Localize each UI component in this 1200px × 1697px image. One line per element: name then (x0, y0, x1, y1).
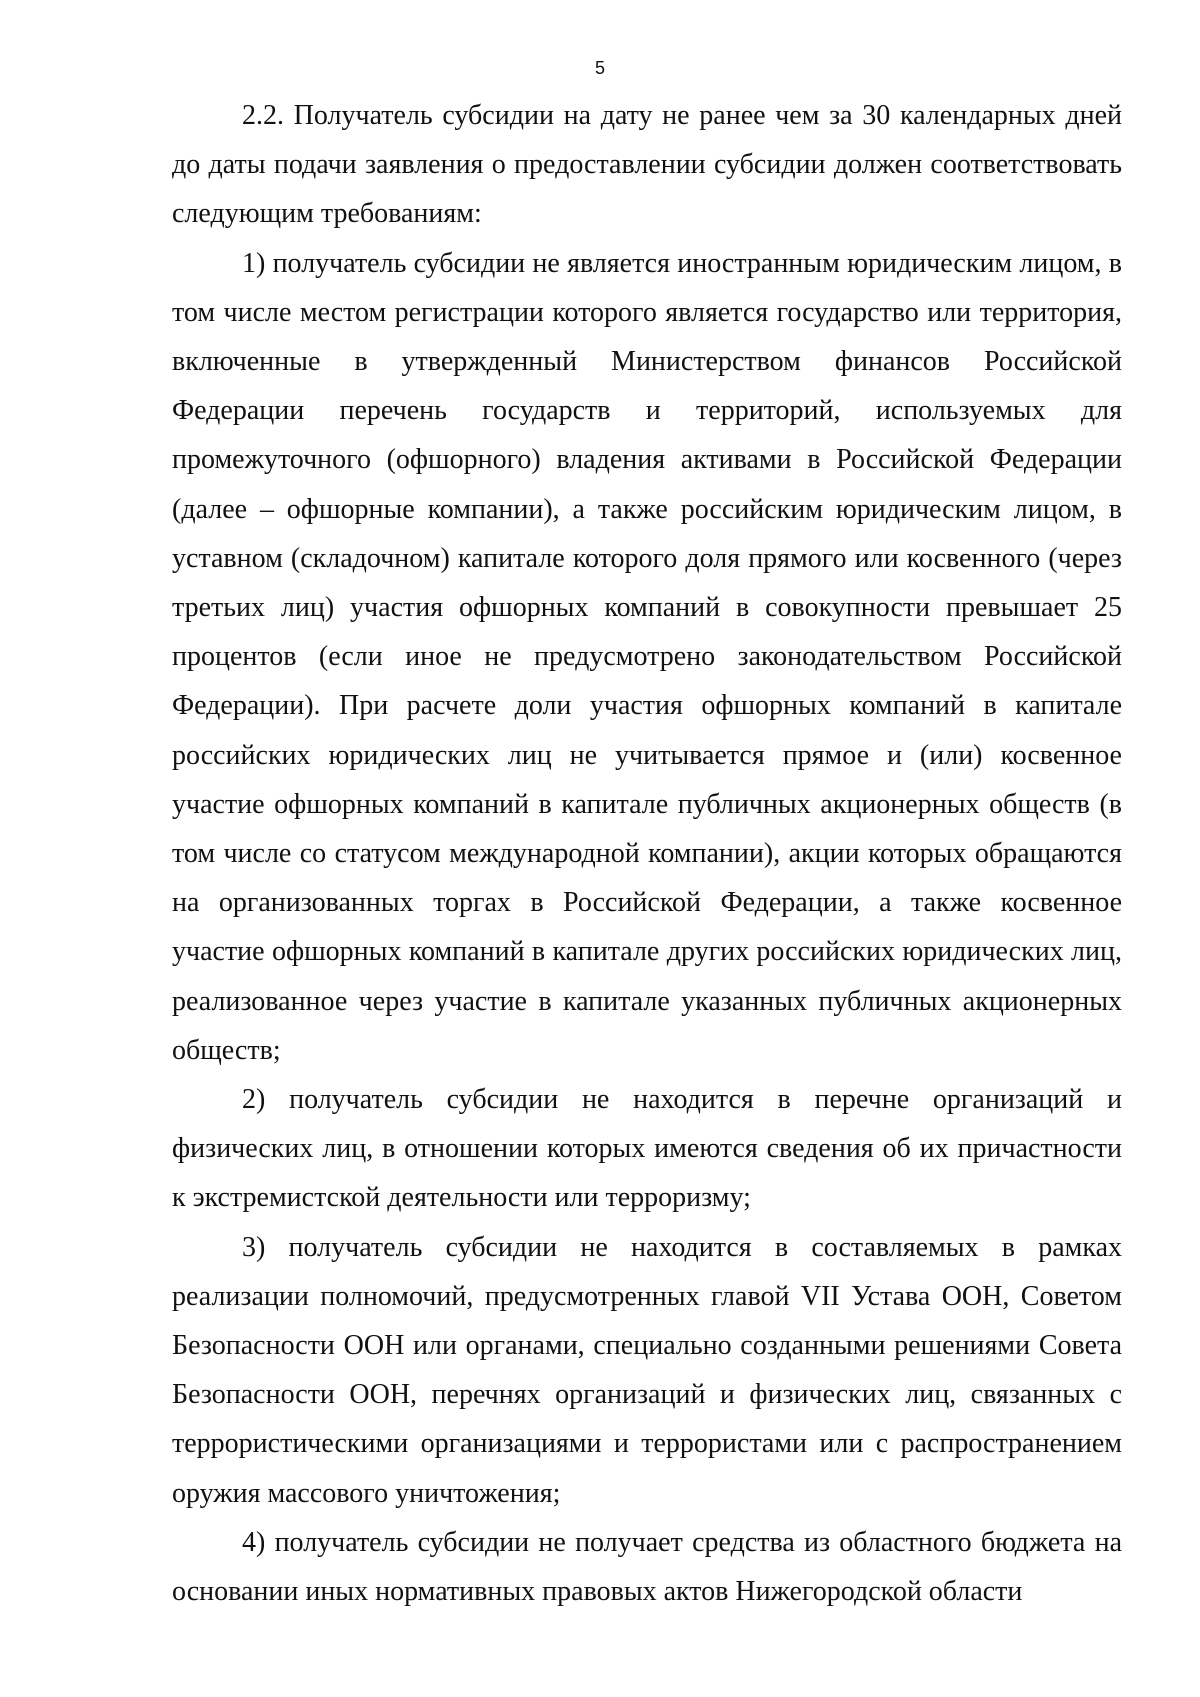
page-number: 5 (594, 58, 605, 78)
paragraph-item-4: 4) получатель субсидии не получает средства из областного бюджета на основании иных нормативных правовых актов Нижегородской области (172, 1526, 1122, 1608)
paragraph-item-1: 1) получатель субсидии не является иностранным юридическим лицом, в том числе местом регистрации которого является государство или территория, включенные в утвержденный Министерством финансов Российской Федерации перечень государств и территорий, используемых для промежуточного (офшорного) владения активами в Российской Федерации (далее – офшорные компании), а также российским юридическим лицом, в уставном (складочном) капитале которого доля прямого или косвенного (через третьих лиц) участия офшорных компаний в совокупности превышает 25 процентов (если иное не предусмотрено законодательством Российской Федерации). При расчете доли участия офшорных компаний в капитале российских юридических лиц не учитывается прямое и (или) косвенное участие офшорных компаний в капитале публичных акционерных обществ (в том числе со статусом международной компании), акции которых обращаются на организованных торгах в Российской Федерации, а также косвенное участие офшорных компаний в капитале других российских юридических лиц, реализованное через участие в капитале указанных публичных акционерных обществ; (172, 247, 1122, 1066)
paragraph-2-2: 2.2. Получатель субсидии на дату не ранее чем за 30 календарных дней до даты подачи заявления о предоставлении субсидии должен соответствовать следующим требованиям: (172, 100, 1122, 230)
paragraph-item-2: 2) получатель субсидии не находится в перечне организаций и физических лиц, в отношении которых имеются сведения об их причастности к экстремистской деятельности или терроризму; (172, 1084, 1122, 1214)
paragraph-item-3: 3) получатель субсидии не находится в составляемых в рамках реализации полномочий, предусмотренных главой VII Устава ООН, Советом Безопасности ООН или органами, специально созданными решениями Совета Безопасности ООН, перечнях организаций и физических лиц, связанных с террористическими организациями и террористами или с распространением оружия массового уничтожения; (172, 1231, 1122, 1509)
document-body (172, 91, 1122, 1616)
